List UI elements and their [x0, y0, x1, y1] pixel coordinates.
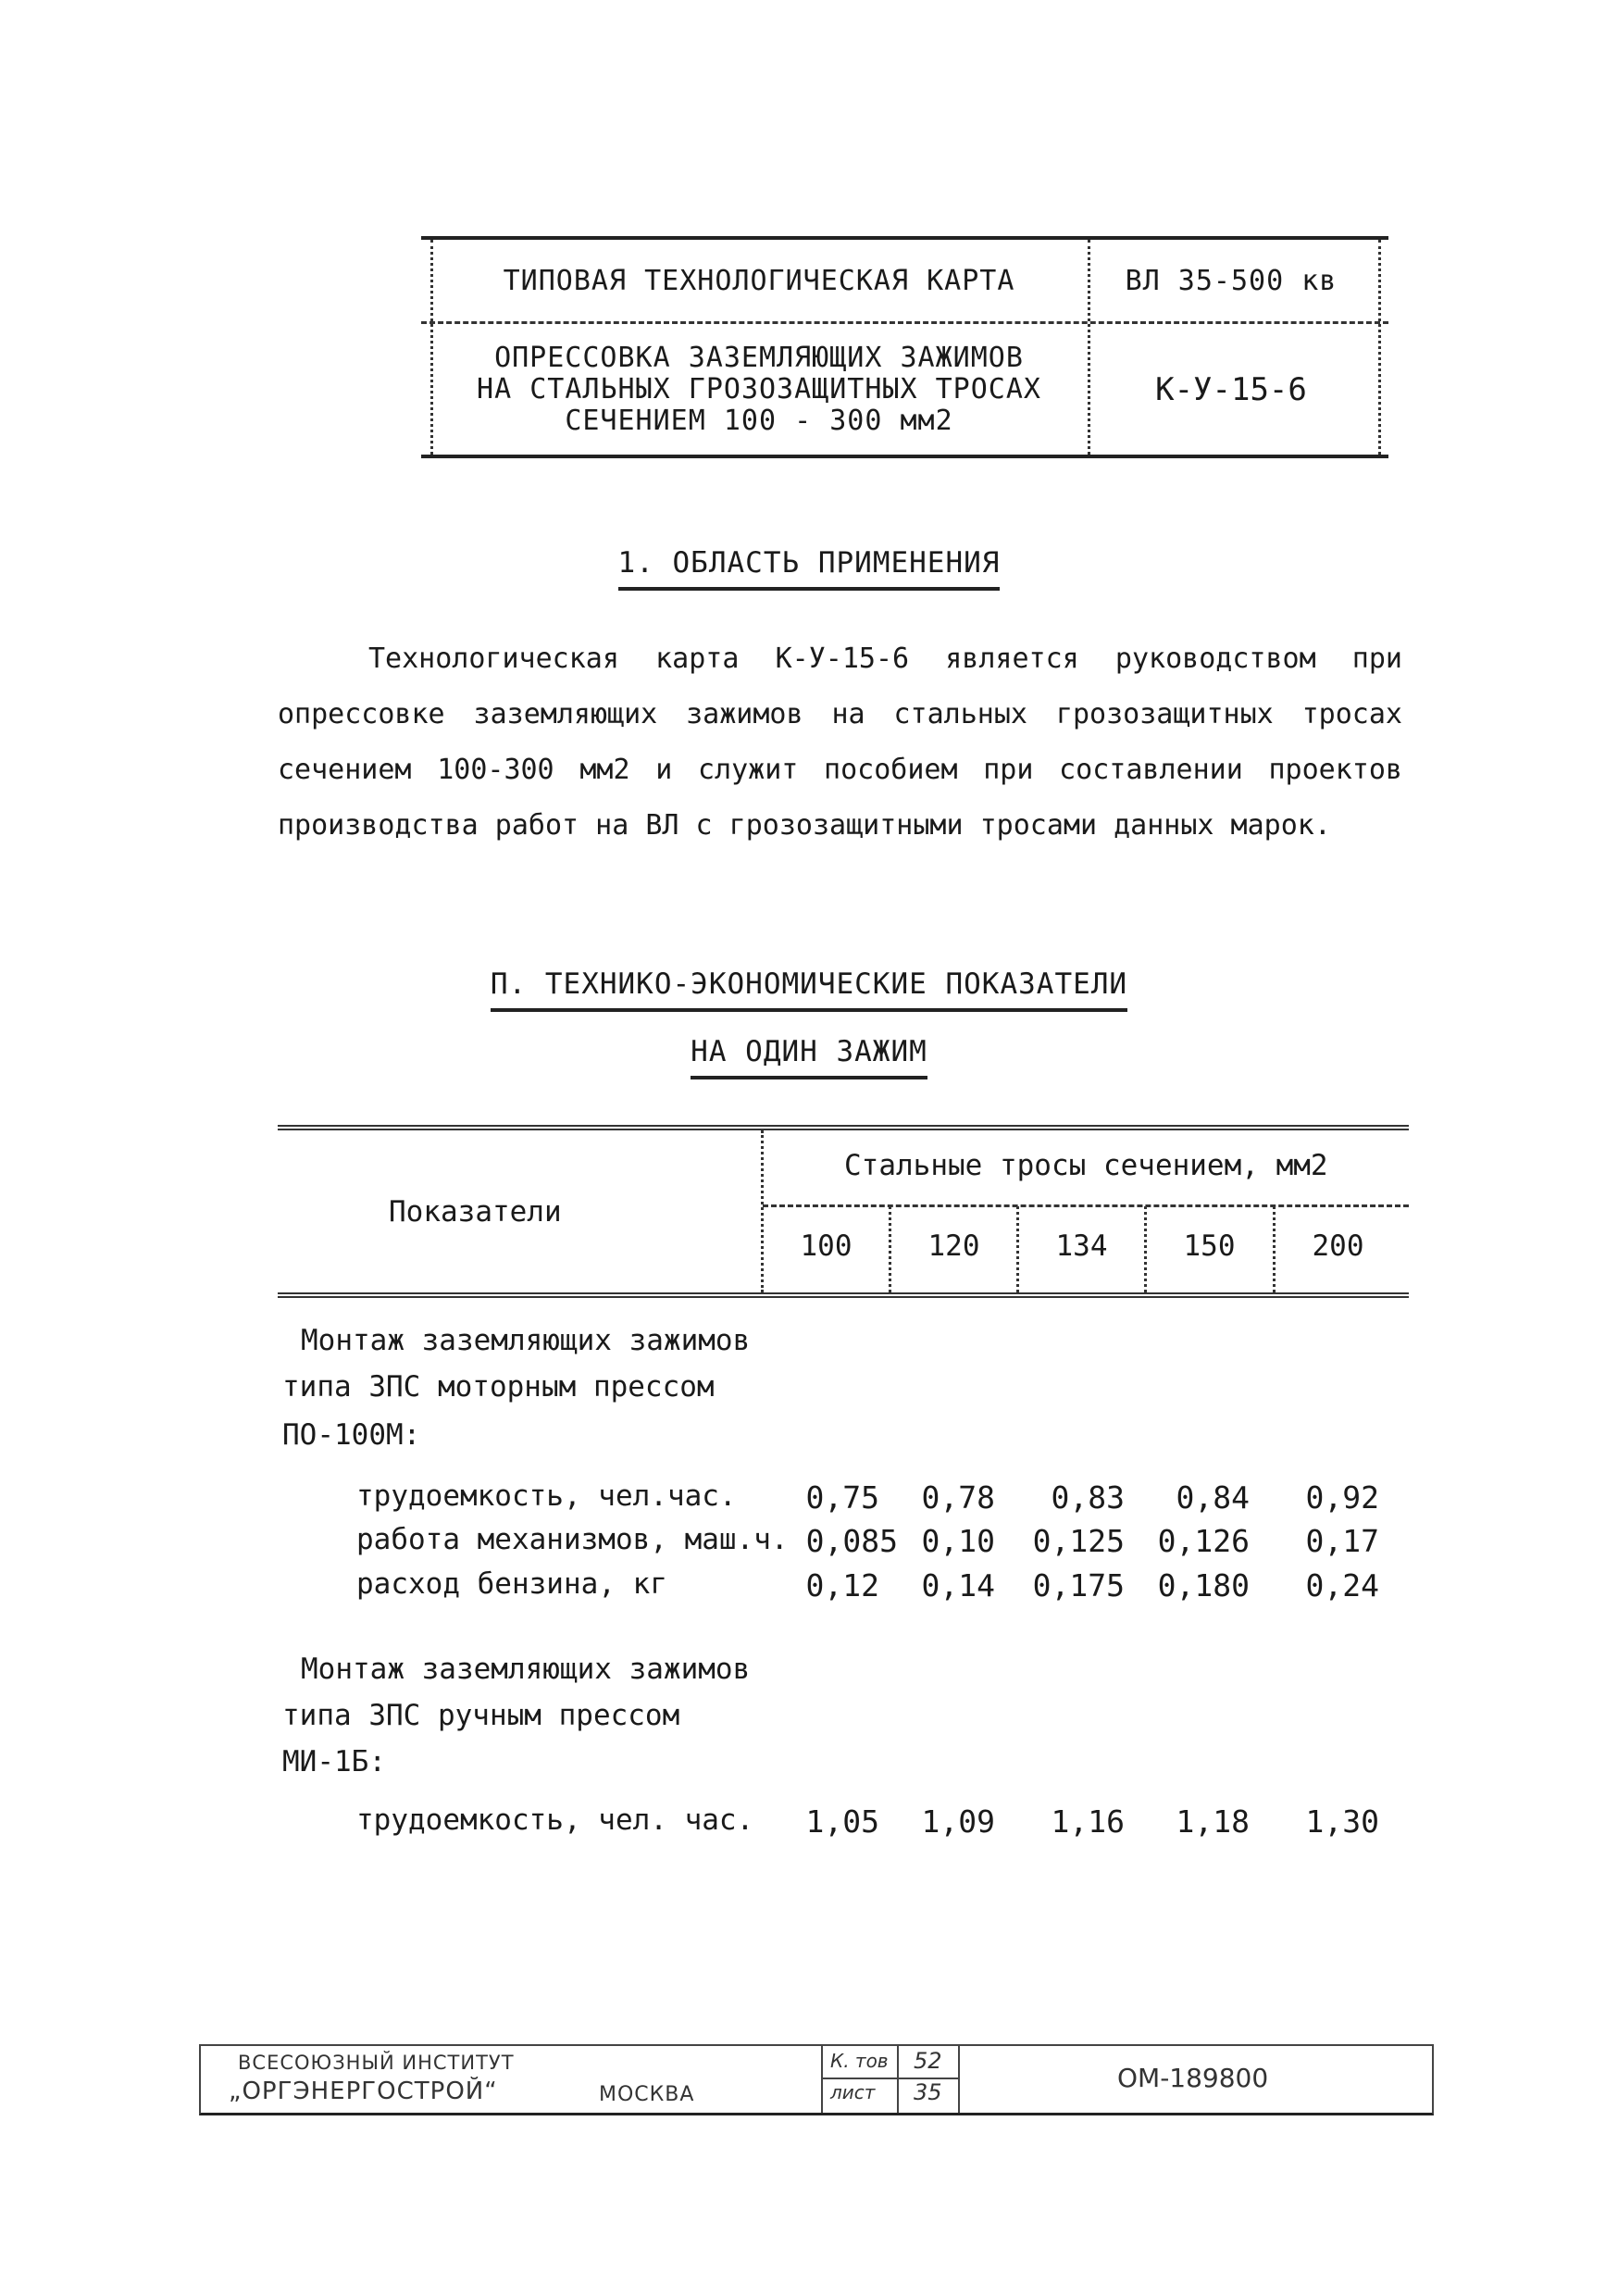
cell-value: 0,175 — [1032, 1567, 1125, 1603]
cell-value: 0,085 — [805, 1523, 898, 1559]
section2-heading — [0, 967, 1618, 1001]
size-134: 134 — [1055, 1229, 1108, 1263]
title-block-stamp — [199, 2044, 1434, 2115]
size-120: 120 — [927, 1229, 980, 1263]
cell-value: 0,14 — [921, 1567, 995, 1603]
row-label: трудоемкость, чел.час. — [356, 1479, 737, 1513]
header-subtitle-line1: ОПРЕССОВКА ЗАЗЕМЛЯЮЩИХ ЗАЖИМОВ — [494, 341, 1024, 374]
group2-line1: Монтаж заземляющих зажимов — [301, 1653, 751, 1686]
row-label: работа механизмов, маш.ч. — [356, 1523, 789, 1556]
group1-line1: Монтаж заземляющих зажимов — [301, 1324, 751, 1357]
cell-value: 1,18 — [1176, 1803, 1250, 1840]
stamp-k-label: К. тов — [830, 2050, 889, 2072]
size-150: 150 — [1183, 1229, 1236, 1263]
stamp-city: МОСКВА — [599, 2083, 695, 2106]
indicators-table-header — [278, 1125, 1409, 1298]
table-row — [0, 1803, 1618, 1848]
stamp-sheet-value: 35 — [914, 2079, 942, 2105]
section1-text: Технологическая карта К-У-15-6 является руководством при опрессовке заземляющих зажимов на стальных грозозащитных тросах сечением 100-300 мм2 и служит пособием при составлении проектов производства работ на ВЛ с грозозащитными тросами данных марок. — [278, 643, 1402, 842]
header-row-subtitle — [421, 324, 1388, 455]
header-box — [421, 236, 1388, 458]
section2-title-line1: П. ТЕХНИКО-ЭКОНОМИЧЕСКИЕ ПОКАЗАТЕЛИ — [491, 967, 1127, 1012]
cell-value: 0,24 — [1305, 1567, 1379, 1603]
stamp-sheet-label: лист — [830, 2081, 876, 2103]
stamp-k-value: 52 — [914, 2048, 942, 2074]
header-row-title — [421, 240, 1388, 324]
table-row — [0, 1567, 1618, 1612]
cell-value: 0,126 — [1157, 1523, 1250, 1559]
stamp-doc-number: ОМ-189800 — [1117, 2063, 1269, 2093]
cell-value: 0,125 — [1032, 1523, 1125, 1559]
group2-line2: типа ЗПС ручным прессом — [282, 1699, 680, 1732]
size-200: 200 — [1312, 1229, 1364, 1263]
header-subtitle-line2: НА СТАЛЬНЫХ ГРОЗОЗАЩИТНЫХ ТРОСАХ — [477, 372, 1041, 406]
section2-subheading — [0, 1035, 1618, 1068]
stamp-org-line2: „ОРГЭНЕРГОСТРОЙ“ — [229, 2078, 498, 2105]
cell-value: 0,75 — [805, 1479, 879, 1516]
stamp-org-line1: ВСЕСОЮЗНЫЙ ИНСТИТУТ — [238, 2052, 515, 2074]
col-header-indicators: Показатели — [389, 1195, 562, 1229]
header-subtitle-line3: СЕЧЕНИЕМ 100 - 300 мм2 — [565, 404, 953, 437]
group2-line3: МИ-1Б: — [282, 1745, 386, 1778]
cell-value: 1,30 — [1305, 1803, 1379, 1840]
cell-value: 0,92 — [1305, 1479, 1379, 1516]
cell-value: 0,180 — [1157, 1567, 1250, 1603]
section1-heading — [0, 546, 1618, 580]
section2-title-line2: НА ОДИН ЗАЖИМ — [691, 1035, 927, 1079]
cell-value: 0,10 — [921, 1523, 995, 1559]
header-scope: ВЛ 35-500 кв — [1125, 264, 1338, 297]
cell-value: 0,17 — [1305, 1523, 1379, 1559]
cell-value: 0,12 — [805, 1567, 879, 1603]
row-label: трудоемкость, чел. час. — [356, 1803, 754, 1837]
table-row — [0, 1523, 1618, 1567]
group1-line2: типа ЗПС моторным прессом — [282, 1370, 715, 1404]
cell-value: 0,84 — [1176, 1479, 1250, 1516]
cell-value: 1,16 — [1051, 1803, 1125, 1840]
row-label: расход бензина, кг — [356, 1567, 667, 1601]
header-subtitle — [440, 324, 1078, 455]
cell-value: 0,78 — [921, 1479, 995, 1516]
cell-value: 0,83 — [1051, 1479, 1125, 1516]
group1-line3: ПО-100М: — [282, 1418, 421, 1452]
section1-title: 1. ОБЛАСТЬ ПРИМЕНЕНИЯ — [618, 546, 1001, 591]
cell-value: 1,09 — [921, 1803, 995, 1840]
header-title: ТИПОВАЯ ТЕХНОЛОГИЧЕСКАЯ КАРТА — [503, 264, 1015, 297]
header-code: К-У-15-6 — [1155, 370, 1307, 408]
table-row — [0, 1479, 1618, 1524]
group-header-cables: Стальные тросы сечением, мм2 — [844, 1149, 1328, 1182]
size-100: 100 — [800, 1229, 853, 1263]
cell-value: 1,05 — [805, 1803, 879, 1840]
section1-paragraph — [278, 631, 1402, 854]
